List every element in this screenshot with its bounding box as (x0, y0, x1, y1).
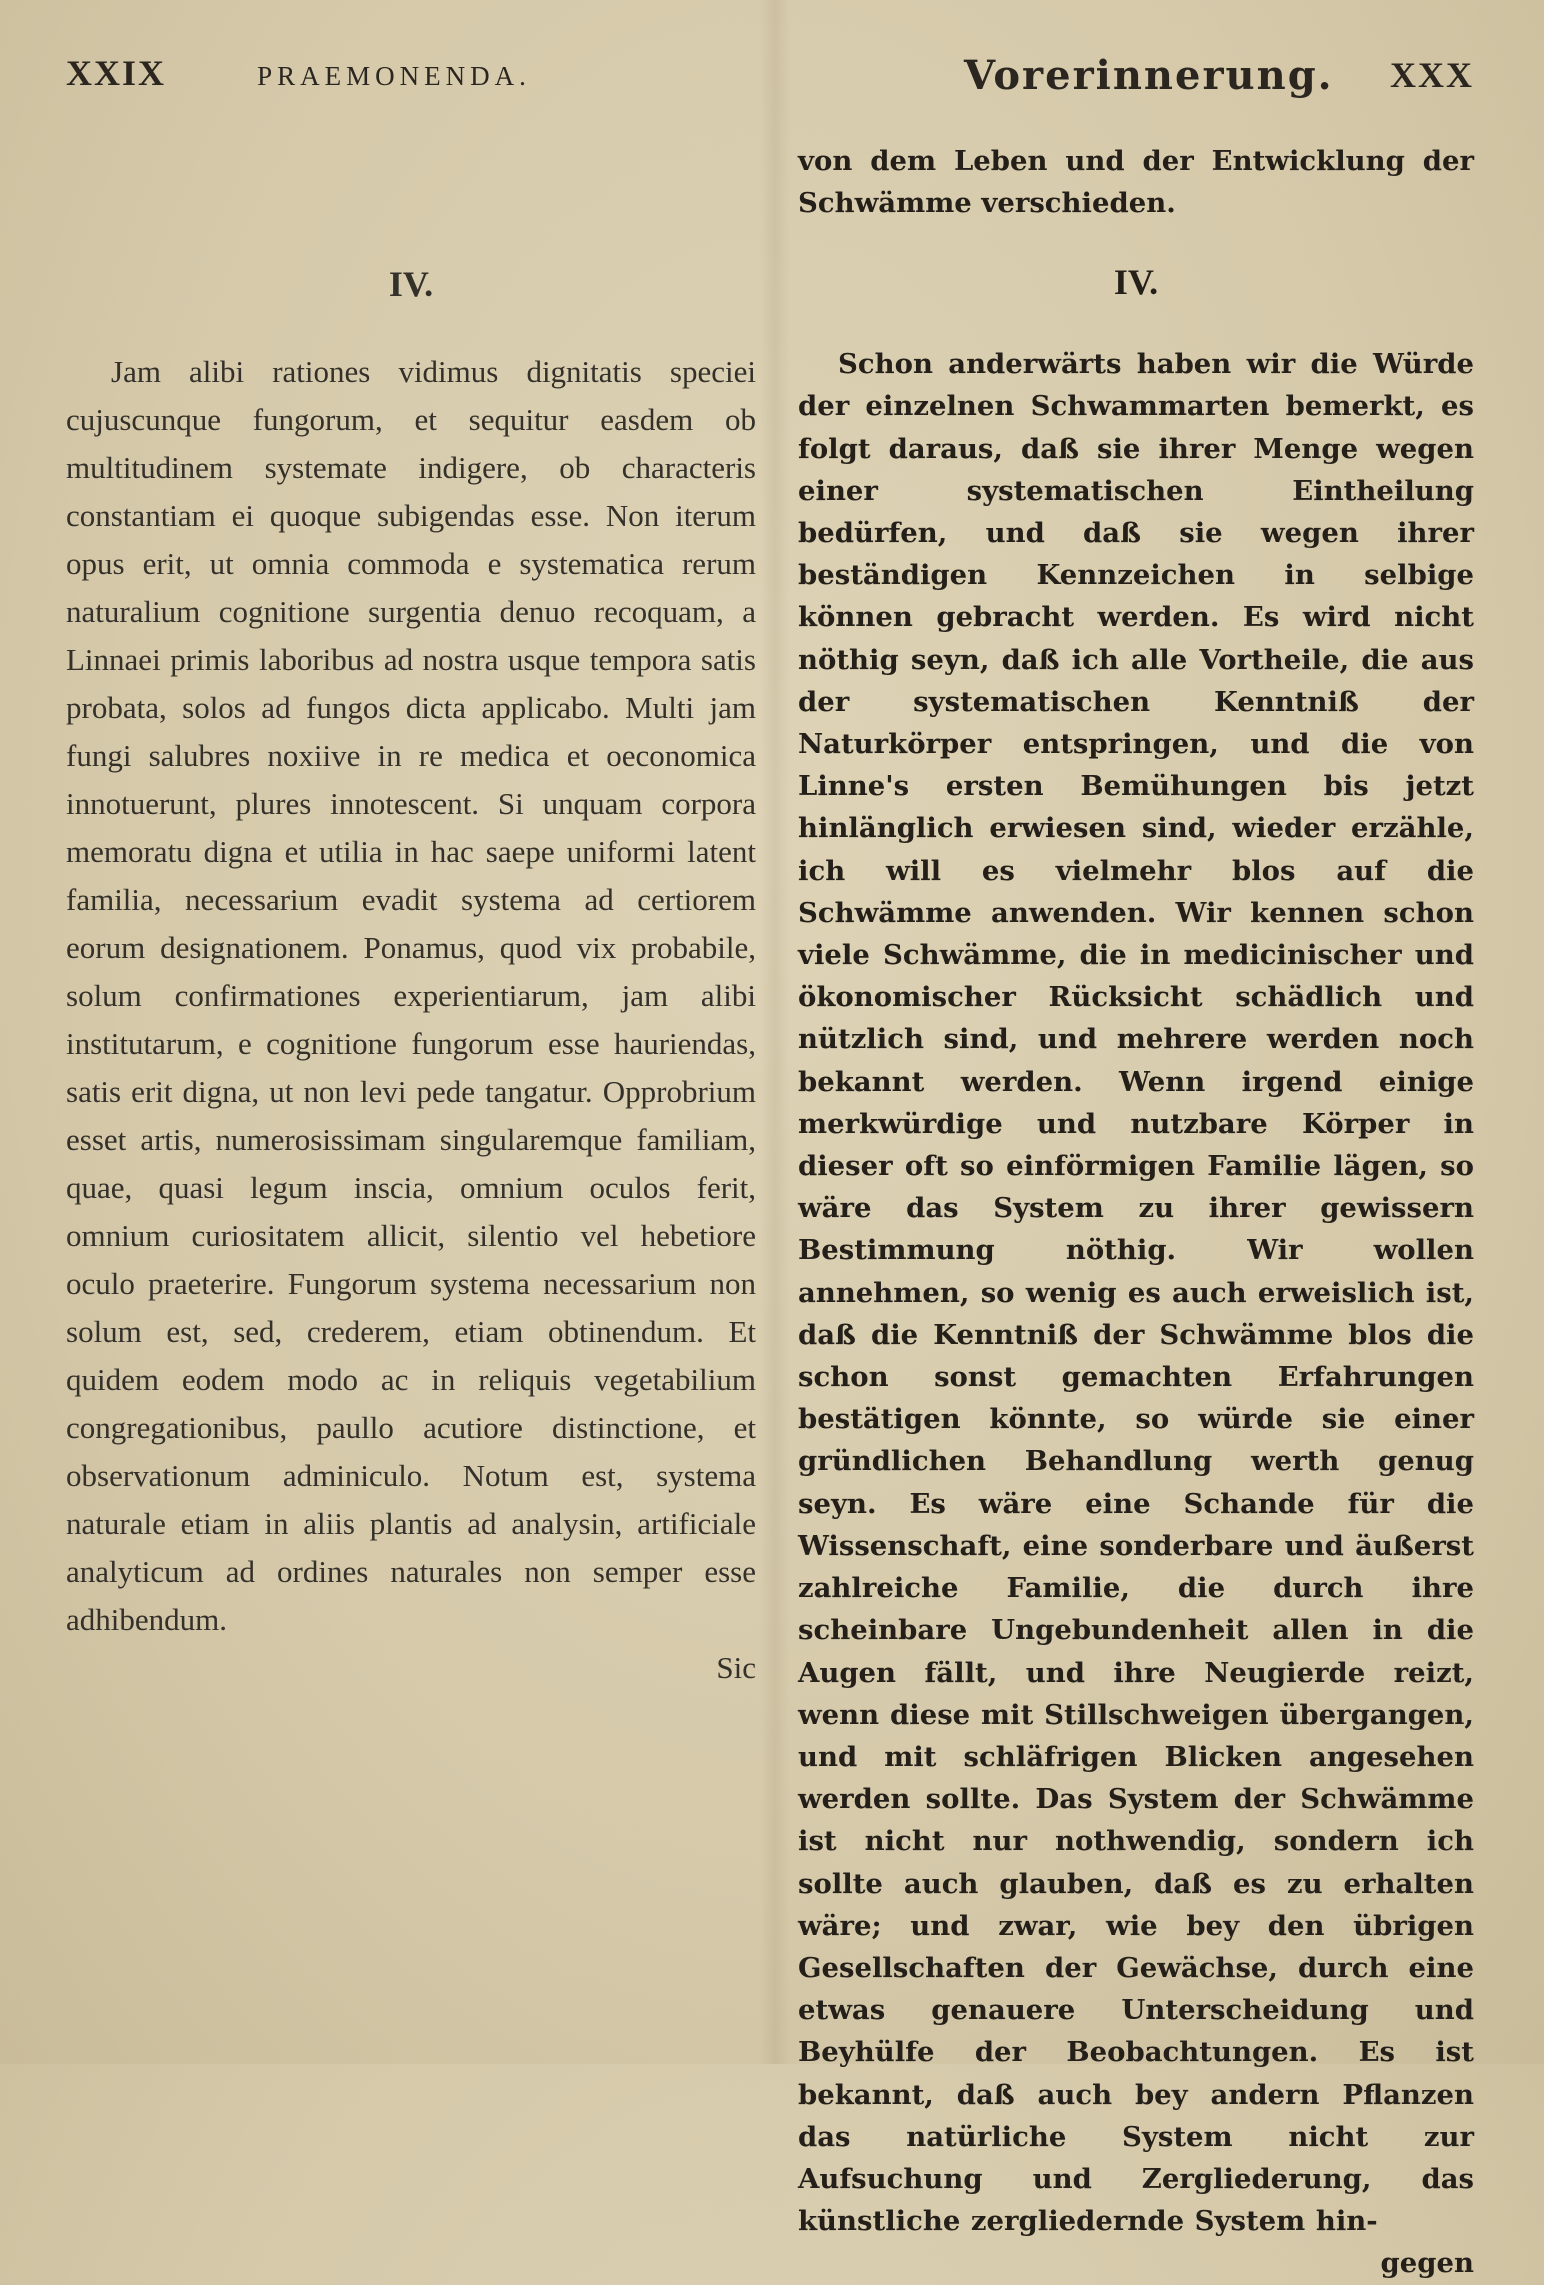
latin-section-heading: IV. (388, 264, 434, 304)
german-catchword: gegen (1380, 2247, 1474, 2280)
right-page-header (964, 52, 1474, 99)
german-section-heading: IV. (1113, 262, 1159, 302)
latin-paragraph: Jam alibi rationes vidimus dignitatis speciei cujuscunque fungorum, et sequitur easdem ob multitudinem systemate indigere, ob characteris constantiam ei quoque subigendas esse. Non iterum opus erit, ut omnia commoda e systematica rerum naturalium cognitione surgentia denuo recoquam, a Linnaei primis laboribus ad nostra usque tempora satis probata, solos ad fungos dicta applicabo. Multi jam fungi salubres noxiive in re medica et oeconomica innotuerunt, plures innotescent. Si unquam corpora memoratu digna et utilia in hac saepe uniformi latent familia, necessarium evadit systema ad certiorem eorum designationem. Ponamus, quod vix probabile, solum confirmationes experientiarum, jam alibi institutarum, e cognitione fungorum esse hauriendas, satis erit digna, ut non levi pede tangatur. Opprobrium esset artis, numerosissimam singularemque familiam, quae, quasi legum inscia, omnium oculos ferit, omnium curiositatem allicit, silentio vel hebetiore oculo praeterire. Fungorum systema necessarium non solum est, sed, crederem, etiam obtinendum. Et quidem eodem modo ac in reliquis vegetabilium congregationibus, paullo acutiore distinctione, et observationum adminiculo. Notum est, systema naturale etiam in aliis plantis ad analysin, artificiale analyticum ad ordines naturales non semper esse adhibendum. (66, 354, 756, 1637)
latin-catchword: Sic (716, 1650, 756, 1685)
left-running-head: PRAEMONENDA. (257, 61, 531, 91)
german-paragraph: Schon anderwärts haben wir die Würde der einzelnen Schwammarten bemerkt, es folgt daraus, daß sie ihrer Menge wegen einer systematischen Eintheilung bedürfen, und daß sie wegen ihrer beständigen Kennzeichen in selbige können gebracht werden. Es wird nicht nöthig seyn, daß ich alle Vortheile, die aus der systematischen Kenntniß der Naturkörper entspringen, und die von Linne's ersten Bemühungen bis jetzt hinlänglich erwiesen sind, wieder erzähle, ich will es vielmehr blos auf die Schwämme anwenden. Wir kennen schon viele Schwämme, die in medicinischer und ökonomischer Rücksicht schädlich und nützlich sind, und mehrere werden noch bekannt werden. Wenn irgend einige merkwürdige und nutzbare Körper in dieser oft so einförmigen Familie lägen, so wäre das System zu ihrer gewissern Bestimmung nöthig. Wir wollen annehmen, so wenig es auch erweislich ist, daß die Kenntniß der Schwämme blos die schon sonst gemachten Erfahrungen bestätigen könnte, so würde sie einer gründlichen Behandlung werth genug seyn. Es wäre eine Schande für die Wissenschaft, eine sonderbare und äußerst zahlreiche Familie, die durch ihre scheinbare Ungebundenheit allen in die Augen fällt, und ihre Neugierde reizt, wenn diese mit Stillschweigen übergangen, und mit schläfrigen Blicken angesehen werden sollte. Das System der Schwämme ist nicht nur nothwendig, sondern ich sollte auch glauben, daß es zu erhalten wäre; und zwar, wie bey den übrigen Gesellschaften der Gewächse, durch eine etwas genauere Unterscheidung und Beyhülfe der Beobachtungen. Es ist bekannt, daß auch bey andern Pflanzen das natürliche System nicht zur Aufsuchung und Zergliederung, das künstliche zergliedernde System hin- (798, 348, 1474, 2238)
left-page-header (66, 52, 531, 94)
german-continuation-text: von dem Leben und der Entwicklung der Schwämme verschieden. (798, 145, 1474, 220)
right-page-number: XXX (1390, 55, 1474, 95)
right-running-head: Vorerinnerung. (964, 52, 1334, 99)
left-page-number: XXIX (66, 53, 167, 93)
latin-column (66, 140, 756, 1692)
gutter-shadow (760, 0, 790, 2064)
german-column (798, 140, 1474, 2285)
